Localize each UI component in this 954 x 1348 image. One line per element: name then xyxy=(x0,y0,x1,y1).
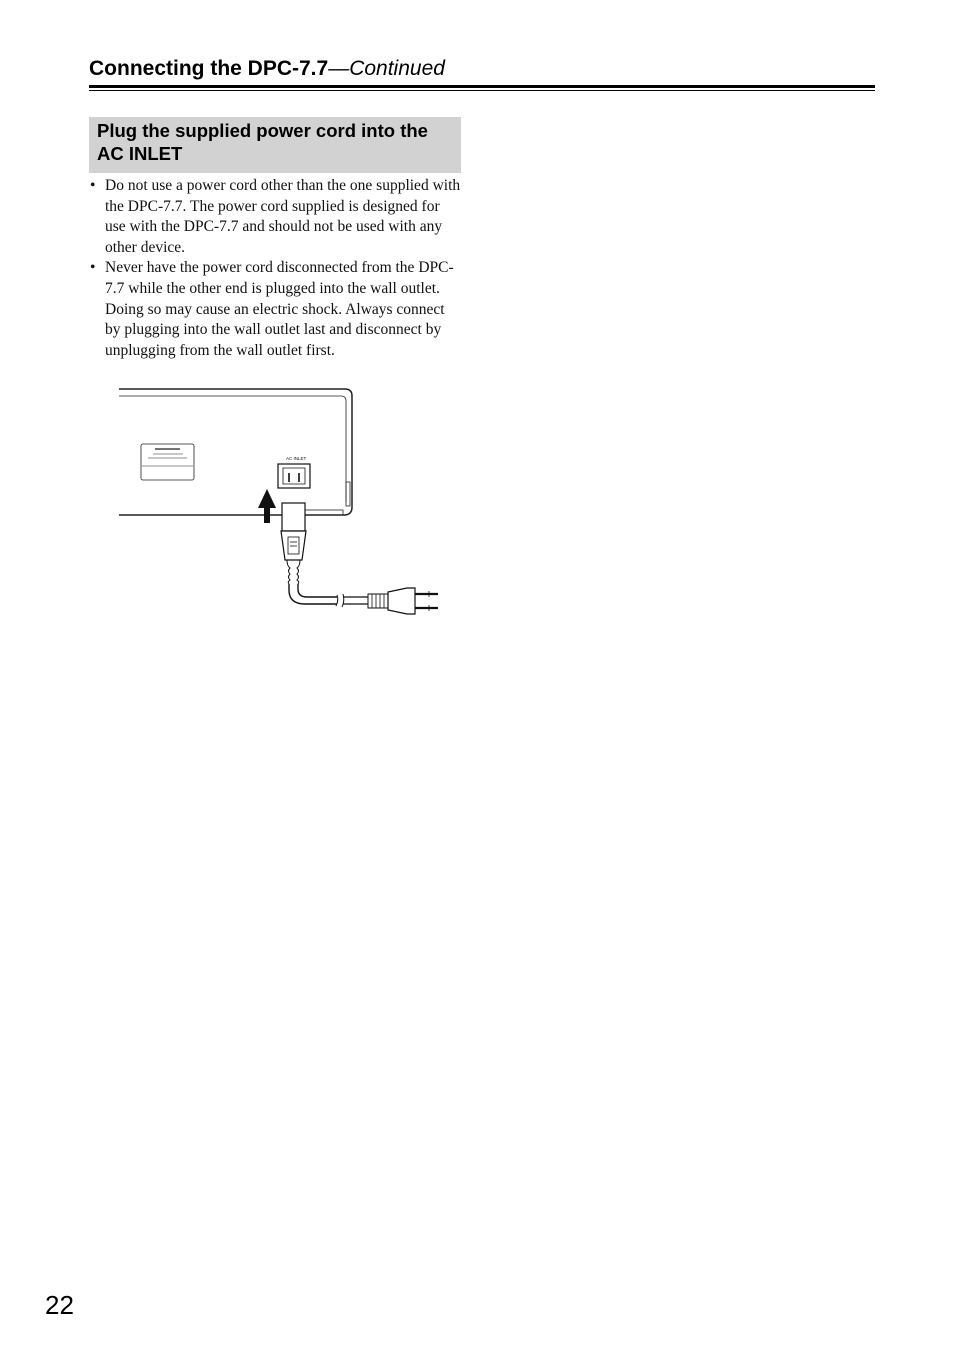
section-heading xyxy=(89,117,461,173)
device-rear-panel xyxy=(119,389,352,515)
power-cord-illustration xyxy=(115,382,445,622)
section-heading-line2: AC INLET xyxy=(97,143,183,164)
list-item xyxy=(89,176,461,258)
header-continued: —Continued xyxy=(328,57,445,80)
insert-arrow-icon xyxy=(258,489,276,523)
page-number: 22 xyxy=(45,1290,74,1320)
list-item xyxy=(89,258,461,361)
ac-inlet-socket xyxy=(278,456,310,488)
list-item-text: Do not use a power cord other than the one supplied with the DPC-7.7. The power cord supplied is designed for use with the DPC-7.7 and should not be used with any other device. xyxy=(105,177,461,256)
bullet-marker: • xyxy=(90,177,96,194)
section-heading-line1: Plug the supplied power cord into the xyxy=(97,120,428,141)
power-plug-icon xyxy=(281,503,438,614)
header-rule-thin xyxy=(89,90,875,91)
header-rule-thick xyxy=(89,85,875,88)
illustration-svg xyxy=(115,382,445,622)
header-title: Connecting the DPC-7.7 xyxy=(89,57,329,80)
bullet-marker: • xyxy=(90,259,96,277)
page-header xyxy=(89,56,875,82)
list-item-text: Never have the power cord disconnected from the DPC-7.7 while the other end is plugged into the wall outlet. Doing so may cause an electric shock. Always connect by plugging into the wall outlet last and disconnect by unplugging from the wall outlet first. xyxy=(105,259,454,359)
caution-list xyxy=(89,176,461,361)
inlet-label: AC INLET xyxy=(286,456,307,461)
